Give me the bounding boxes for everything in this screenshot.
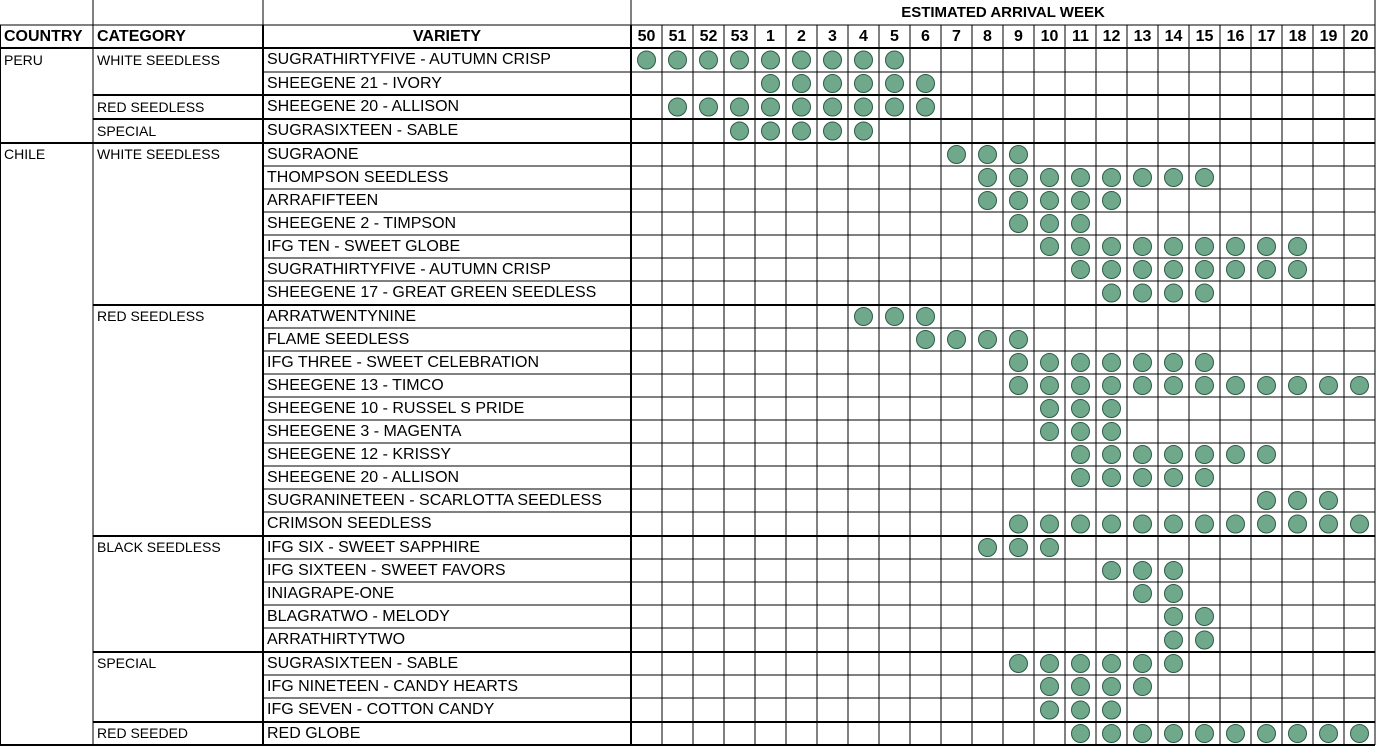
arrival-dot — [1072, 446, 1090, 464]
variety-label: IFG NINETEEN - CANDY HEARTS — [267, 678, 518, 695]
arrival-dot — [1103, 562, 1121, 580]
variety-label: ARRATWENTYNINE — [267, 308, 417, 325]
category-label: RED SEEDLESS — [97, 308, 205, 324]
arrival-dot — [1289, 238, 1307, 256]
variety-label: SUGRASIXTEEN - SABLE — [267, 655, 459, 672]
arrival-dot — [793, 122, 811, 140]
variety-label: BLAGRATWO - MELODY — [267, 608, 450, 625]
arrival-dot — [1103, 284, 1121, 302]
arrival-dot — [979, 539, 997, 557]
arrival-dot — [1103, 655, 1121, 673]
arrival-dot — [1010, 515, 1028, 533]
arrival-dot — [1072, 515, 1090, 533]
arrival-dot — [1165, 655, 1183, 673]
arrival-dot — [1320, 725, 1338, 743]
arrival-dot — [1134, 354, 1152, 372]
arrival-dot — [1041, 423, 1059, 441]
arrival-dot — [948, 331, 966, 349]
week-header-18: 18 — [1288, 28, 1307, 45]
arrival-dot — [1196, 377, 1214, 395]
arrival-dot — [1196, 284, 1214, 302]
arrival-dot — [1010, 354, 1028, 372]
arrival-dot — [1320, 492, 1338, 510]
arrival-dot — [855, 98, 873, 116]
variety-label: INIAGRAPE-ONE — [267, 585, 395, 602]
arrival-dot — [1103, 725, 1121, 743]
arrival-dot — [1258, 261, 1276, 279]
arrival-dot — [917, 308, 935, 326]
arrival-dot — [731, 51, 749, 69]
arrival-dot — [1072, 725, 1090, 743]
arrival-dot — [1165, 515, 1183, 533]
arrival-dot — [1010, 192, 1028, 210]
arrival-dot — [1196, 515, 1214, 533]
arrival-dot — [1351, 377, 1369, 395]
arrival-dot — [1258, 238, 1276, 256]
arrival-dot — [1041, 678, 1059, 696]
arrival-dot — [1289, 377, 1307, 395]
arrival-dot — [1134, 169, 1152, 187]
arrival-dot — [1134, 585, 1152, 603]
arrival-dot — [824, 75, 842, 93]
country-label: CHILE — [4, 146, 46, 162]
arrival-dot — [917, 98, 935, 116]
arrival-dot — [855, 75, 873, 93]
variety-label: SUGRANINETEEN - SCARLOTTA SEEDLESS — [267, 492, 602, 509]
arrival-dot — [1134, 284, 1152, 302]
arrival-dot — [1103, 400, 1121, 418]
arrival-dot — [1041, 354, 1059, 372]
week-header-17: 17 — [1257, 28, 1276, 45]
country-header: COUNTRY — [4, 28, 83, 45]
arrival-dot — [1134, 562, 1152, 580]
arrival-dot — [1134, 261, 1152, 279]
arrival-dot — [1165, 261, 1183, 279]
arrival-dot — [1165, 354, 1183, 372]
arrival-dot — [948, 146, 966, 164]
variety-label: SHEEGENE 12 - KRISSY — [267, 446, 452, 463]
week-header-50: 50 — [637, 28, 656, 45]
arrival-dot — [917, 331, 935, 349]
arrival-dot — [1165, 446, 1183, 464]
arrival-dot — [1010, 215, 1028, 233]
arrival-dot — [1227, 261, 1245, 279]
arrival-dot — [886, 98, 904, 116]
arrival-dot — [1196, 261, 1214, 279]
arrival-dot — [1196, 446, 1214, 464]
week-header-13: 13 — [1133, 28, 1152, 45]
arrival-dot — [1010, 539, 1028, 557]
category-label: RED SEEDED — [97, 725, 189, 741]
arrival-dot — [1196, 631, 1214, 649]
arrival-dot — [1165, 562, 1183, 580]
arrival-dot — [886, 75, 904, 93]
arrival-dot — [1289, 492, 1307, 510]
week-header-1: 1 — [766, 28, 775, 45]
arrival-dot — [1134, 678, 1152, 696]
arrival-dot — [1072, 192, 1090, 210]
variety-label: CRIMSON SEEDLESS — [267, 515, 432, 532]
arrival-dot — [1227, 377, 1245, 395]
variety-label: IFG SIXTEEN - SWEET FAVORS — [267, 562, 506, 579]
arrival-dot — [1041, 215, 1059, 233]
arrival-dot — [1351, 725, 1369, 743]
arrival-dot — [855, 308, 873, 326]
week-header-51: 51 — [668, 28, 687, 45]
arrival-dot — [1196, 725, 1214, 743]
arrival-dot — [762, 51, 780, 69]
arrival-dot — [1103, 469, 1121, 487]
category-label: SPECIAL — [97, 123, 157, 139]
arrival-dot — [1103, 423, 1121, 441]
week-header-19: 19 — [1319, 28, 1338, 45]
category-header: CATEGORY — [97, 28, 186, 45]
arrival-dot — [731, 98, 749, 116]
arrival-dot — [1196, 354, 1214, 372]
arrival-dot — [1134, 238, 1152, 256]
variety-label: IFG SIX - SWEET SAPPHIRE — [267, 539, 481, 556]
arrival-dot — [700, 98, 718, 116]
arrival-dot — [1134, 725, 1152, 743]
variety-label: SHEEGENE 17 - GREAT GREEN SEEDLESS — [267, 284, 597, 301]
arrival-dot — [855, 51, 873, 69]
arrival-dot — [1351, 515, 1369, 533]
arrival-dot — [762, 75, 780, 93]
arrival-dot — [1196, 469, 1214, 487]
arrival-dot — [1010, 377, 1028, 395]
arrival-dot — [1103, 515, 1121, 533]
arrival-dot — [855, 122, 873, 140]
arrival-dot — [1072, 701, 1090, 719]
arrival-dot — [1134, 515, 1152, 533]
variety-label: ARRATHIRTYTWO — [267, 631, 406, 648]
week-header-14: 14 — [1164, 28, 1183, 45]
category-label: SPECIAL — [97, 655, 157, 671]
arrival-dot — [1134, 446, 1152, 464]
arrival-dot — [1258, 377, 1276, 395]
arrival-dot — [1103, 377, 1121, 395]
arrival-dot — [979, 169, 997, 187]
arrival-dot — [793, 51, 811, 69]
arrival-dot — [1072, 261, 1090, 279]
arrival-dot — [1103, 261, 1121, 279]
arrival-dot — [1289, 725, 1307, 743]
arrival-dot — [1320, 515, 1338, 533]
arrival-dot — [1041, 238, 1059, 256]
arrival-dot — [1134, 655, 1152, 673]
arrival-dot — [1072, 238, 1090, 256]
arrival-dot — [1165, 238, 1183, 256]
arrival-dot — [1041, 192, 1059, 210]
arrival-dot — [669, 51, 687, 69]
week-header-9: 9 — [1014, 28, 1023, 45]
variety-label: IFG TEN - SWEET GLOBE — [267, 238, 461, 255]
week-header-5: 5 — [890, 28, 899, 45]
arrival-dot — [1103, 238, 1121, 256]
arrival-dot — [1041, 539, 1059, 557]
arrival-dot — [1165, 631, 1183, 649]
arrival-dot — [793, 98, 811, 116]
arrival-dot — [1134, 377, 1152, 395]
week-header-20: 20 — [1350, 28, 1369, 45]
arrival-dot — [1072, 678, 1090, 696]
week-header-8: 8 — [983, 28, 992, 45]
arrival-dot — [1165, 585, 1183, 603]
variety-label: SUGRAONE — [267, 146, 359, 163]
variety-label: RED GLOBE — [267, 725, 361, 742]
variety-label: SUGRATHIRTYFIVE - AUTUMN CRISP — [267, 261, 551, 278]
week-header-12: 12 — [1102, 28, 1121, 45]
variety-label: SUGRASIXTEEN - SABLE — [267, 122, 459, 139]
arrival-dot — [1165, 284, 1183, 302]
arrival-dot — [1103, 169, 1121, 187]
arrival-dot — [793, 75, 811, 93]
week-header-3: 3 — [828, 28, 837, 45]
arrival-dot — [1072, 469, 1090, 487]
arrival-dot — [1041, 515, 1059, 533]
arrival-dot — [700, 51, 718, 69]
arrival-dot — [1041, 169, 1059, 187]
arrival-dot — [1010, 146, 1028, 164]
arrival-dot — [1227, 446, 1245, 464]
arrival-dot — [1072, 400, 1090, 418]
arrival-dot — [1041, 377, 1059, 395]
arrival-dot — [917, 75, 935, 93]
arrival-dot — [979, 192, 997, 210]
week-header-15: 15 — [1195, 28, 1214, 45]
country-label: PERU — [4, 52, 43, 68]
arrival-dot — [731, 122, 749, 140]
arrival-dot — [1165, 377, 1183, 395]
variety-label: SHEEGENE 21 - IVORY — [267, 75, 442, 92]
week-header-10: 10 — [1040, 28, 1059, 45]
variety-header: VARIETY — [412, 28, 482, 45]
arrival-dot — [762, 98, 780, 116]
arrival-dot — [1072, 423, 1090, 441]
variety-label: SHEEGENE 20 - ALLISON — [267, 98, 460, 115]
variety-label: IFG SEVEN - COTTON CANDY — [267, 701, 495, 718]
arrival-dot — [1010, 169, 1028, 187]
arrival-dot — [1072, 377, 1090, 395]
variety-label: ARRAFIFTEEN — [267, 192, 379, 209]
week-header-4: 4 — [859, 28, 868, 45]
week-header-53: 53 — [730, 28, 749, 45]
variety-label: SHEEGENE 3 - MAGENTA — [267, 423, 462, 440]
variety-label: SUGRATHIRTYFIVE - AUTUMN CRISP — [267, 51, 551, 68]
arrival-week-header: ESTIMATED ARRIVAL WEEK — [901, 4, 1105, 21]
arrival-dot — [1227, 515, 1245, 533]
arrival-dot — [824, 122, 842, 140]
week-header-52: 52 — [699, 28, 718, 45]
arrival-dot — [1072, 169, 1090, 187]
arrival-dot — [638, 51, 656, 69]
week-header-11: 11 — [1072, 28, 1089, 45]
arrival-dot — [1072, 354, 1090, 372]
arrival-dot — [886, 51, 904, 69]
arrival-dot — [669, 98, 687, 116]
arrival-dot — [1165, 725, 1183, 743]
arrival-dot — [886, 308, 904, 326]
arrival-dot — [1258, 492, 1276, 510]
arrival-dot — [824, 51, 842, 69]
arrival-dot — [1258, 725, 1276, 743]
variety-label: THOMPSON SEEDLESS — [267, 169, 449, 186]
arrival-dot — [1165, 169, 1183, 187]
variety-label: SHEEGENE 2 - TIMPSON — [267, 215, 457, 232]
arrival-dot — [1072, 655, 1090, 673]
arrival-dot — [1165, 469, 1183, 487]
variety-label: FLAME SEEDLESS — [267, 331, 410, 348]
arrival-dot — [1196, 238, 1214, 256]
variety-label: IFG THREE - SWEET CELEBRATION — [267, 354, 540, 371]
arrival-dot — [1134, 469, 1152, 487]
arrival-dot — [1041, 701, 1059, 719]
arrival-dot — [762, 122, 780, 140]
arrival-dot — [824, 98, 842, 116]
arrival-dot — [1010, 655, 1028, 673]
week-header-7: 7 — [952, 28, 961, 45]
arrival-dot — [1320, 377, 1338, 395]
arrival-dot — [1103, 354, 1121, 372]
arrival-dot — [979, 146, 997, 164]
category-label: WHITE SEEDLESS — [97, 52, 220, 68]
arrival-dot — [1072, 215, 1090, 233]
variety-label: SHEEGENE 20 - ALLISON — [267, 469, 460, 486]
arrival-dot — [1103, 701, 1121, 719]
week-header-2: 2 — [797, 28, 806, 45]
arrival-dot — [1258, 446, 1276, 464]
category-label: BLACK SEEDLESS — [97, 539, 221, 555]
week-header-6: 6 — [921, 28, 930, 45]
arrival-dot — [1196, 608, 1214, 626]
arrival-dot — [1165, 608, 1183, 626]
arrival-dot — [1258, 515, 1276, 533]
arrival-dot — [1010, 331, 1028, 349]
arrival-dot — [1196, 169, 1214, 187]
arrival-dot — [1289, 261, 1307, 279]
category-label: WHITE SEEDLESS — [97, 146, 220, 162]
arrival-dot — [1041, 400, 1059, 418]
week-header-16: 16 — [1226, 28, 1245, 45]
arrival-dot — [1041, 655, 1059, 673]
arrival-dot — [1289, 515, 1307, 533]
arrival-dot — [1103, 446, 1121, 464]
variety-label: SHEEGENE 10 - RUSSEL S PRIDE — [267, 400, 525, 417]
arrival-dot — [1103, 192, 1121, 210]
variety-label: SHEEGENE 13 - TIMCO — [267, 377, 444, 394]
arrival-dot — [1227, 238, 1245, 256]
arrival-dot — [1227, 725, 1245, 743]
arrival-dot — [979, 331, 997, 349]
arrival-dot — [1103, 678, 1121, 696]
category-label: RED SEEDLESS — [97, 99, 205, 115]
